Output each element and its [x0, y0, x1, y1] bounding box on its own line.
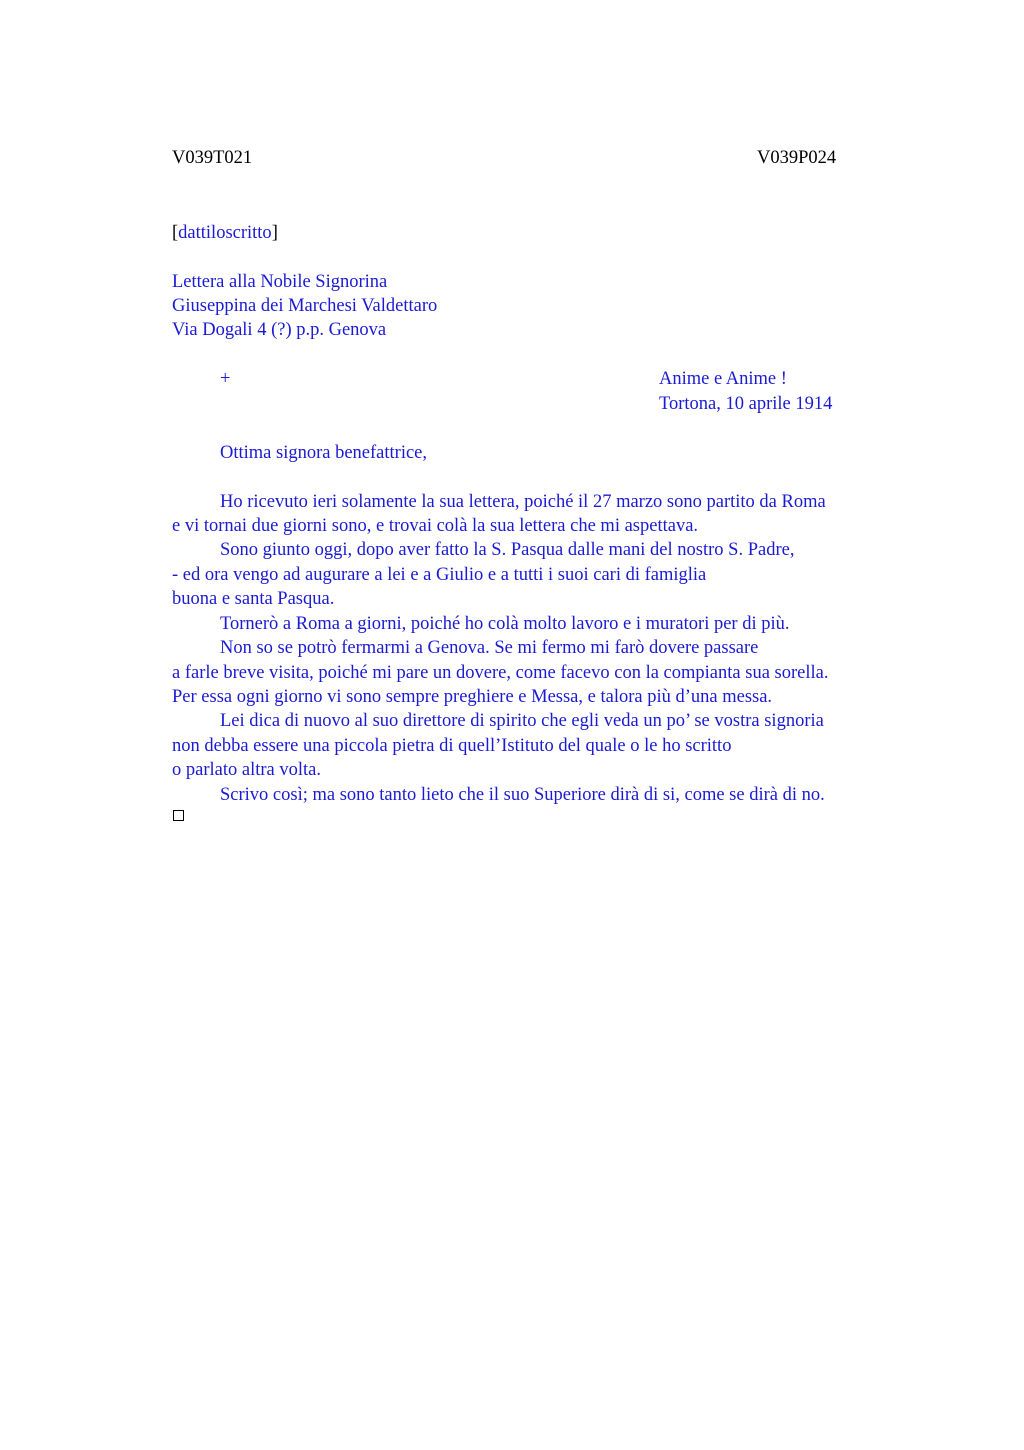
body-line: e vi tornai due giorni sono, e trovai colà la sua lettera che mi aspettava. [172, 516, 699, 536]
body-line: Per essa ogni giorno vi sono sempre preghiere e Messa, e talora più d’una messa. [172, 687, 773, 707]
motto: Anime e Anime ! [659, 369, 787, 389]
body-line: Tornerò a Roma a giorni, poiché ho colà molto lavoro e i muratori per di più. [220, 614, 790, 634]
body-line: non debba essere una piccola pietra di quell’Istituto del quale o le ho scritto [172, 736, 732, 756]
body-line: Lei dica di nuovo al suo direttore di spirito che egli veda un po’ se vostra signoria [220, 711, 824, 731]
address-line-1: Lettera alla Nobile Signorina [172, 272, 388, 292]
body-line: a farle breve visita, poiché mi pare un dovere, come facevo con la compianta sua sorella. [172, 663, 829, 683]
address-line-2: Giuseppina dei Marchesi Valdettaro [172, 296, 438, 316]
note-close-bracket: ] [271, 223, 278, 243]
typescript-note [172, 221, 278, 245]
place-date: Tortona, 10 aprile 1914 [659, 394, 833, 414]
body-line: o parlato altra volta. [172, 760, 321, 780]
note-text: dattiloscritto [178, 223, 272, 243]
cross-symbol: + [220, 369, 231, 389]
body-line: Sono giunto oggi, dopo aver fatto la S. Pasqua dalle mani del nostro S. Padre, [220, 540, 795, 560]
body-line: Scrivo così; ma sono tanto lieto che il suo Superiore dirà di si, come se dirà di no. [220, 785, 825, 805]
note-open-bracket: [ [172, 223, 179, 243]
body-line: Non so se potrò fermarmi a Genova. Se mi fermo mi farò dovere passare [220, 638, 759, 658]
address-line-3: Via Dogali 4 (?) p.p. Genova [172, 320, 387, 340]
right-code: V039P024 [757, 148, 837, 168]
salutation: Ottima signora benefattrice, [220, 443, 428, 463]
body-line: - ed ora vengo ad augurare a lei e a Giulio e a tutti i suoi cari di famiglia [172, 565, 707, 585]
left-code: V039T021 [172, 148, 253, 168]
end-mark-box [173, 810, 184, 821]
body-line: Ho ricevuto ieri solamente la sua lettera, poiché il 27 marzo sono partito da Roma [220, 492, 826, 512]
body-line: buona e santa Pasqua. [172, 589, 335, 609]
